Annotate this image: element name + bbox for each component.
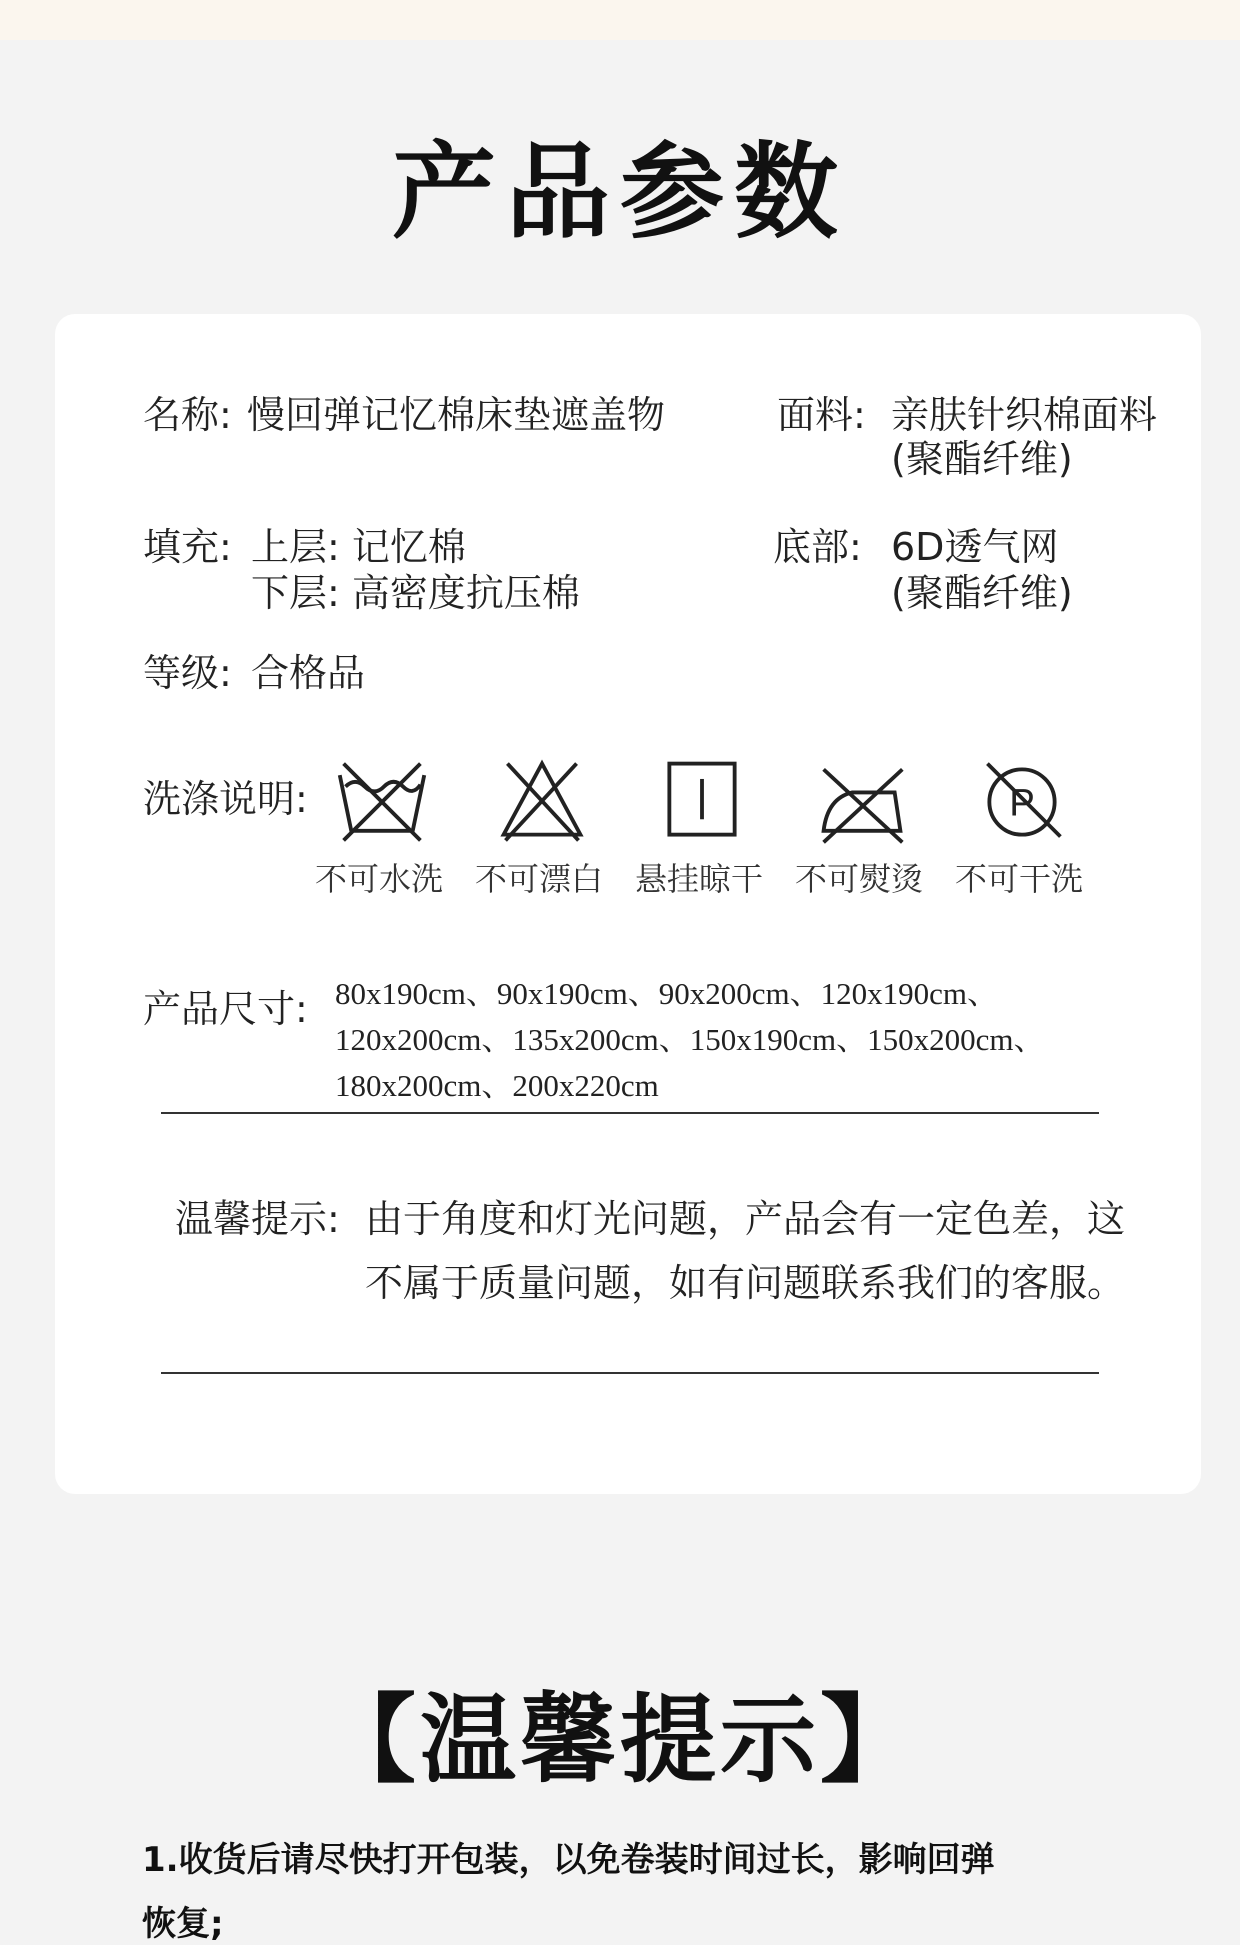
- care-item-hang-dry: [619, 754, 769, 904]
- filling-label: 填充:: [143, 525, 232, 569]
- notice-line-1: 1.收货后请尽快打开包装，以免卷装时间过长，影响回弹: [142, 1840, 995, 1880]
- dry-clean-letter: P: [1009, 781, 1035, 825]
- divider-bottom: [161, 1372, 1099, 1374]
- sizes-line-3: 180x200cm、200x220cm: [335, 1068, 659, 1103]
- bottom-value-note: (聚酯纤维): [891, 571, 1073, 615]
- tip-label: 温馨提示:: [175, 1197, 340, 1241]
- page-title: 产品参数: [391, 131, 848, 253]
- care-text-no-dry-clean: 不可干洗: [954, 860, 1083, 898]
- divider-top: [161, 1112, 1099, 1114]
- bottom-label: 底部:: [773, 525, 862, 569]
- top-banner-strip: [0, 0, 1240, 40]
- care-text-no-iron: 不可熨烫: [794, 860, 923, 898]
- no-bleach-icon: [494, 754, 590, 850]
- sizes-label: 产品尺寸:: [143, 987, 308, 1031]
- grade-label: 等级:: [143, 651, 232, 695]
- care-text-no-wash: 不可水洗: [314, 860, 443, 898]
- care-item-no-iron: [779, 754, 929, 904]
- grade-value: 合格品: [251, 651, 366, 695]
- no-dry-clean-icon: [974, 754, 1070, 850]
- fabric-value-note: (聚酯纤维): [891, 437, 1073, 481]
- notice-line-2: 恢复;: [142, 1904, 224, 1944]
- bottom-value: 6D透气网: [891, 525, 1059, 569]
- care-label: 洗涤说明:: [143, 777, 308, 821]
- care-item-no-wash: [299, 754, 449, 904]
- care-text-hang-dry: 悬挂晾干: [634, 860, 763, 898]
- filling-lower: 下层: 高密度抗压棉: [251, 571, 580, 615]
- sizes-line-1: 80x190cm、90x190cm、90x200cm、120x190cm、: [335, 976, 998, 1011]
- sizes-line-2: 120x200cm、135x200cm、150x190cm、150x200cm、: [335, 1022, 1045, 1057]
- care-item-no-dry-clean: [939, 754, 1089, 904]
- tip-line-1: 由于角度和灯光问题，产品会有一定色差，这: [365, 1197, 1126, 1241]
- notice-title: 【温馨提示】: [320, 1684, 920, 1796]
- tip-line-2: 不属于质量问题，如有问题联系我们的客服。: [365, 1261, 1126, 1305]
- filling-upper: 上层: 记忆棉: [251, 525, 466, 569]
- hang-dry-icon: [654, 754, 750, 850]
- care-text-no-bleach: 不可漂白: [474, 860, 603, 898]
- care-item-no-bleach: [459, 754, 609, 904]
- no-wash-icon: [334, 754, 430, 850]
- name-label: 名称:: [143, 393, 232, 437]
- no-iron-icon: [814, 754, 910, 850]
- fabric-value: 亲肤针织棉面料: [891, 393, 1158, 437]
- name-value: 慢回弹记忆棉床垫遮盖物: [247, 393, 666, 437]
- params-card: [55, 314, 1201, 1494]
- fabric-label: 面料:: [777, 393, 866, 437]
